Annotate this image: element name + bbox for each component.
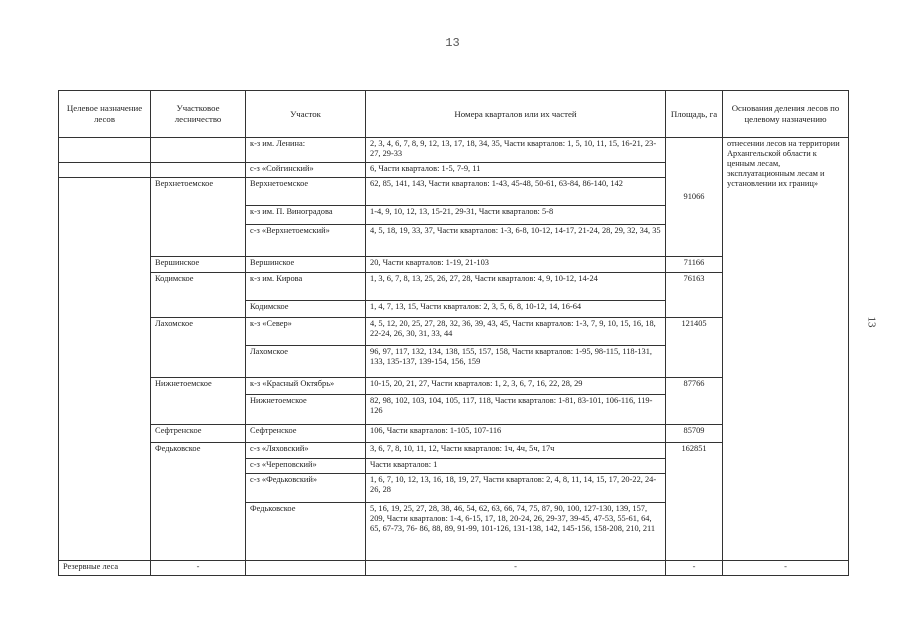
- basis-cell: -: [723, 560, 849, 575]
- quarters-cell: 6, Части кварталов: 1-5, 7-9, 11: [366, 163, 666, 178]
- quarters-cell: 96, 97, 117, 132, 134, 138, 155, 157, 158, Части кварталов: 1-95, 98-115, 118-131, 133, 135-137, 139-154, 156, 159: [366, 345, 666, 377]
- quarters-cell: Части кварталов: 1: [366, 458, 666, 473]
- plot-cell: Кодимское: [246, 300, 366, 317]
- forestry-cell: [151, 163, 246, 178]
- header-quarters: Номера кварталов или их частей: [366, 91, 666, 138]
- plot-cell: [246, 560, 366, 575]
- plot-cell: с-з «Верхнетоемский»: [246, 225, 366, 257]
- area-cell: 91066: [666, 137, 723, 256]
- header-basis: Основания деления лесов по целевому назначению: [723, 91, 849, 138]
- plot-cell: к-з им. П. Виноградова: [246, 206, 366, 225]
- plot-cell: Верхнетоемское: [246, 178, 366, 206]
- forestry-cell: Вершинское: [151, 257, 246, 273]
- plot-cell: Лахомское: [246, 345, 366, 377]
- forestry-cell: Нижнетоемское: [151, 377, 246, 424]
- forestry-cell: Лахомское: [151, 317, 246, 377]
- purpose-cell: [59, 178, 151, 561]
- purpose-cell: [59, 163, 151, 178]
- plot-cell: к-з им. Кирова: [246, 273, 366, 301]
- plot-cell: к-з им. Ленина:: [246, 137, 366, 163]
- quarters-cell: 3, 6, 7, 8, 10, 11, 12, Части кварталов: 1ч, 4ч, 5ч, 17ч: [366, 442, 666, 458]
- area-cell: 71166: [666, 257, 723, 273]
- plot-cell: Нижнетоемское: [246, 394, 366, 424]
- forestry-cell: Верхнетоемское: [151, 178, 246, 257]
- area-cell: 121405: [666, 317, 723, 377]
- quarters-cell: 2, 3, 4, 6, 7, 8, 9, 12, 13, 17, 18, 34, 35, Части кварталов: 1, 5, 10, 11, 15, 16-21, 23-27, 29-33: [366, 137, 666, 163]
- quarters-cell: 1-4, 9, 10, 12, 13, 15-21, 29-31, Части кварталов: 5-8: [366, 206, 666, 225]
- area-cell: 85709: [666, 424, 723, 442]
- quarters-cell: -: [366, 560, 666, 575]
- header-purpose: Целевое назначение лесов: [59, 91, 151, 138]
- plot-cell: Вершинское: [246, 257, 366, 273]
- area-cell: 162851: [666, 442, 723, 560]
- plot-cell: с-з «Череповский»: [246, 458, 366, 473]
- quarters-cell: 5, 16, 19, 25, 27, 28, 38, 46, 54, 62, 63, 66, 74, 75, 87, 90, 100, 127-130, 139, 157, 209, Части кварталов: 1-4, 6-15, 17, 18, 20-24, 26, 29-37, 39-45, 47-53, 55-61, 64, 65, 67-73, 76- 86, 88, 89, 91-99, 101-126, 131-138, 142, 145-156, 158-208, 210, 211: [366, 503, 666, 561]
- header-forestry: Участковое лесничество: [151, 91, 246, 138]
- quarters-cell: 62, 85, 141, 143, Части кварталов: 1-43, 45-48, 50-61, 63-84, 86-140, 142: [366, 178, 666, 206]
- quarters-cell: 20, Части кварталов: 1-19, 21-103: [366, 257, 666, 273]
- plot-cell: к-з «Красный Октябрь»: [246, 377, 366, 394]
- quarters-cell: 4, 5, 12, 20, 25, 27, 28, 32, 36, 39, 43, 45, Части кварталов: 1-3, 7, 9, 10, 15, 16, 18, 22-24, 26, 30, 31, 33, 44: [366, 317, 666, 345]
- header-row: [59, 91, 849, 138]
- quarters-cell: 82, 98, 102, 103, 104, 105, 117, 118, Части кварталов: 1-81, 83-101, 106-116, 119-126: [366, 394, 666, 424]
- basis-cell: отнесении лесов на территории Архангельской области к ценным лесам, эксплуатационным лесам и установлении их границ»: [723, 137, 849, 560]
- plot-cell: к-з «Север»: [246, 317, 366, 345]
- table-row: [59, 560, 849, 575]
- page-number-side: 13: [865, 316, 878, 328]
- forestry-cell: Сефтренское: [151, 424, 246, 442]
- area-cell: 76163: [666, 273, 723, 318]
- quarters-cell: 1, 3, 6, 7, 8, 13, 25, 26, 27, 28, Части кварталов: 4, 9, 10-12, 14-24: [366, 273, 666, 301]
- plot-cell: Федьковское: [246, 503, 366, 561]
- area-cell: -: [666, 560, 723, 575]
- quarters-cell: 1, 4, 7, 13, 15, Части кварталов: 2, 3, 5, 6, 8, 10-12, 14, 16-64: [366, 300, 666, 317]
- header-area: Площадь, га: [666, 91, 723, 138]
- page-number-top: 13: [445, 36, 460, 50]
- quarters-cell: 4, 5, 18, 19, 33, 37, Части кварталов: 1-3, 6-8, 10-12, 14-17, 21-24, 28, 29, 32, 34, 35: [366, 225, 666, 257]
- forestry-cell: [151, 137, 246, 163]
- forestry-cell: Федьковское: [151, 442, 246, 560]
- forest-table: [58, 90, 849, 576]
- area-cell: 87766: [666, 377, 723, 424]
- plot-cell: с-з «Сойгинский»: [246, 163, 366, 178]
- header-plot: Участок: [246, 91, 366, 138]
- plot-cell: Сефтренское: [246, 424, 366, 442]
- purpose-cell: Резервные леса: [59, 560, 151, 575]
- table-row: [59, 137, 849, 163]
- purpose-cell: [59, 137, 151, 163]
- forestry-cell: -: [151, 560, 246, 575]
- quarters-cell: 106, Части кварталов: 1-105, 107-116: [366, 424, 666, 442]
- forestry-cell: Кодимское: [151, 273, 246, 318]
- quarters-cell: 10-15, 20, 21, 27, Части кварталов: 1, 2, 3, 6, 7, 16, 22, 28, 29: [366, 377, 666, 394]
- plot-cell: с-з «Ляховский»: [246, 442, 366, 458]
- plot-cell: с-з «Федьковский»: [246, 473, 366, 503]
- quarters-cell: 1, 6, 7, 10, 12, 13, 16, 18, 19, 27, Части кварталов: 2, 4, 8, 11, 14, 15, 17, 20-22, 24-26, 28: [366, 473, 666, 503]
